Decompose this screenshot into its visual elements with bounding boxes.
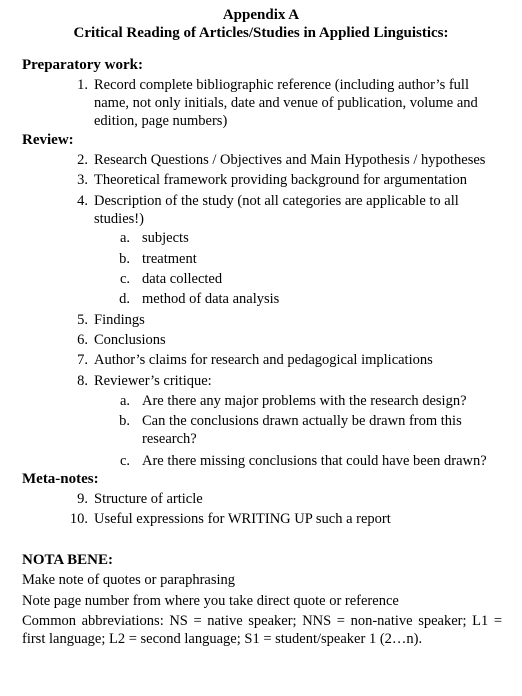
section-heading-nota-bene: NOTA BENE: (22, 552, 113, 568)
item-text: Structure of article (94, 491, 203, 507)
subitem-text: Can the conclusions drawn actually be drawn from this research? (142, 413, 462, 447)
subitem-letter: c. (119, 453, 130, 469)
item-number: 7. (77, 352, 88, 368)
item-text: Record complete bibliographic reference (including author’s full name, not only initials, date and venue of publication, volume and edition, page numbers) (94, 77, 478, 129)
item-number: 2. (77, 152, 88, 168)
item-text: Reviewer’s critique: (94, 373, 212, 389)
item-text: Description of the study (not all categories are applicable to all studies!) (94, 193, 459, 227)
item-number: 10. (69, 511, 88, 527)
subitem-letter: a. (119, 393, 130, 409)
item-number: 8. (77, 373, 88, 389)
subitem-text: Are there any major problems with the research design? (142, 393, 467, 409)
item-text: Theoretical framework providing background for argumentation (94, 172, 467, 188)
item-text: Conclusions (94, 332, 166, 348)
subitem-text: subjects (142, 230, 189, 246)
item-text: Useful expressions for WRITING UP such a report (94, 511, 391, 527)
subitem-text: Are there missing conclusions that could have been drawn? (142, 453, 487, 469)
item-number: 1. (77, 77, 88, 93)
section-heading-preparatory: Preparatory work: (22, 57, 143, 73)
item-number: 3. (77, 172, 88, 188)
subitem-letter: d. (119, 291, 130, 307)
item-number: 5. (77, 312, 88, 328)
subitem-text: treatment (142, 251, 197, 267)
note-line: Note page number from where you take direct quote or reference (22, 593, 399, 609)
item-number: 9. (77, 491, 88, 507)
subitem-letter: a. (119, 230, 130, 246)
document-title: Appendix A (222, 7, 300, 23)
subitem-letter: b. (119, 413, 130, 429)
item-text: Research Questions / Objectives and Main Hypothesis / hypotheses (94, 152, 486, 168)
note-line: Common abbreviations: NS = native speaker; NNS = non-native speaker; L1 = first language; L2 = second language; S1 = student/speaker 1 (2…n). (22, 613, 502, 647)
subitem-text: method of data analysis (142, 291, 280, 307)
item-text: Findings (94, 312, 145, 328)
item-number: 4. (77, 193, 88, 209)
section-heading-meta: Meta-notes: (22, 471, 99, 487)
note-line: Make note of quotes or paraphrasing (22, 572, 236, 588)
subitem-letter: b. (119, 251, 130, 267)
document-subtitle: Critical Reading of Articles/Studies in Applied Linguistics: (73, 25, 449, 41)
subitem-text: data collected (142, 271, 223, 287)
item-number: 6. (77, 332, 88, 348)
item-text: Author’s claims for research and pedagogical implications (94, 352, 433, 368)
section-heading-review: Review: (22, 132, 74, 148)
subitem-letter: c. (119, 271, 130, 287)
